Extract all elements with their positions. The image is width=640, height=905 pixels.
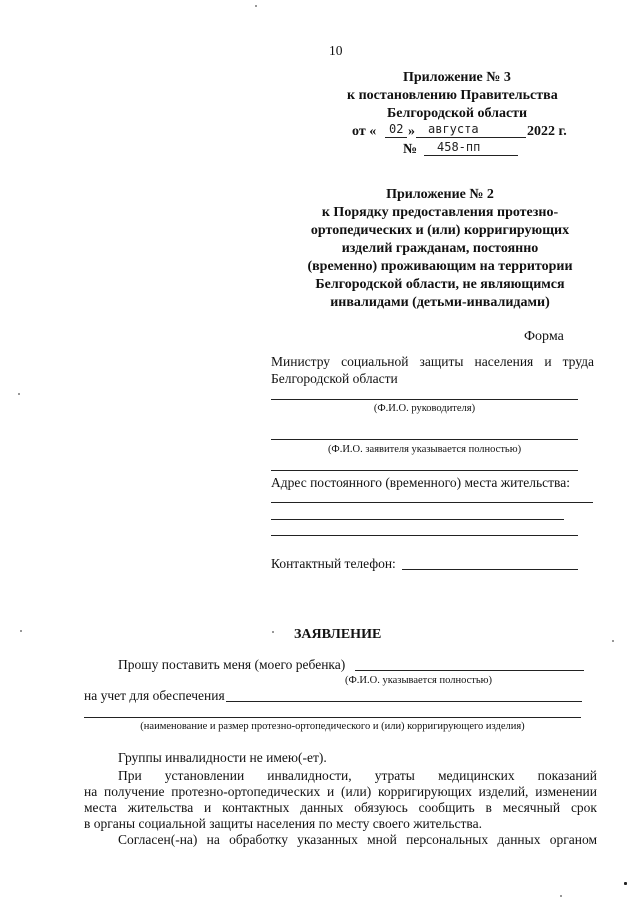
statement-request: Прошу поставить меня (моего ребенка): [118, 657, 346, 672]
item-line-2[interactable]: [84, 717, 581, 718]
applicant-fio-line-2[interactable]: [271, 470, 578, 471]
head-fio-caption: (Ф.И.О. руководителя): [373, 403, 476, 414]
appendix-3-line2: к постановлению Правительства: [347, 88, 558, 103]
scan-speck: [624, 882, 627, 885]
statement-p2-line: При установлении инвалидности, утраты медицинских показаний: [118, 768, 597, 783]
appendix-3-date-mid: »: [408, 124, 415, 139]
appendix-3-date-year: 2022 г.: [527, 124, 567, 139]
statement-title: ЗАЯВЛЕНИЕ: [294, 627, 382, 642]
appendix-2-line: Приложение № 2: [386, 187, 494, 202]
statement-p2-line: в органы социальной защиты населения по месту своего жительства.: [84, 816, 482, 831]
statement-p2-line: места жительства и контактных данных обязуюсь сообщить в месячный срок: [84, 800, 597, 815]
applicant-fio-caption: (Ф.И.О. заявителя указывается полностью): [327, 444, 522, 455]
page-number: 10: [329, 43, 343, 58]
applicant-fio-line[interactable]: [271, 439, 578, 440]
head-fio-line[interactable]: [271, 399, 578, 400]
appendix-3-date-prefix: от «: [352, 124, 377, 139]
address-label: Адрес постоянного (временного) места жительства:: [271, 475, 570, 490]
appendix-2-line: (временно) проживающим на территории: [307, 259, 573, 274]
address-line-3[interactable]: [271, 535, 578, 536]
appendix-3-title: Приложение № 3: [403, 70, 511, 85]
scan-speck: [272, 631, 274, 633]
appendix-3-line3: Белгородской области: [387, 106, 528, 121]
scan-speck: [255, 5, 257, 7]
appendix-2-line: ортопедических и (или) корригирующих: [310, 223, 570, 238]
scan-speck: [20, 630, 22, 632]
scan-speck: [18, 393, 20, 395]
appendix-3-date-month: августа: [428, 122, 479, 136]
addressee-line1: Министру социальной защиты населения и труда: [271, 354, 594, 369]
item-caption: (наименование и размер протезно-ортопедического и (или) корригирующего изделия): [140, 721, 525, 732]
child-fio-line[interactable]: [355, 670, 584, 671]
form-label: Форма: [524, 329, 564, 344]
statement-p2-line: на получение протезно-ортопедических и (или) корригирующих изделий, изменении: [84, 784, 597, 799]
statement-p3: Согласен(-на) на обработку указанных мной персональных данных органом: [118, 832, 597, 847]
phone-label: Контактный телефон:: [271, 556, 396, 571]
appendix-2-line: инвалидами (детьми-инвалидами): [330, 295, 550, 310]
appendix-2-line: к Порядку предоставления протезно-: [321, 205, 559, 220]
appendix-2-line: Белгородской области, не являющимся: [315, 277, 565, 292]
appendix-3-number-prefix: №: [403, 142, 418, 157]
appendix-2-line: изделий гражданам, постоянно: [341, 241, 539, 256]
scan-speck: [612, 640, 614, 642]
child-fio-caption: (Ф.И.О. указывается полностью): [345, 675, 492, 686]
addressee-line2: Белгородской области: [271, 371, 398, 386]
statement-p1: Группы инвалидности не имею(-ет).: [118, 750, 327, 765]
scan-speck: [560, 895, 562, 897]
address-line-1[interactable]: [271, 502, 593, 503]
appendix-3-date-day: 02: [389, 122, 404, 136]
phone-line[interactable]: [402, 569, 578, 570]
item-line-1[interactable]: [226, 701, 582, 702]
statement-register: на учет для обеспечения: [84, 688, 225, 703]
address-line-2[interactable]: [271, 519, 564, 520]
appendix-3-number-value: 458-пп: [437, 140, 481, 154]
